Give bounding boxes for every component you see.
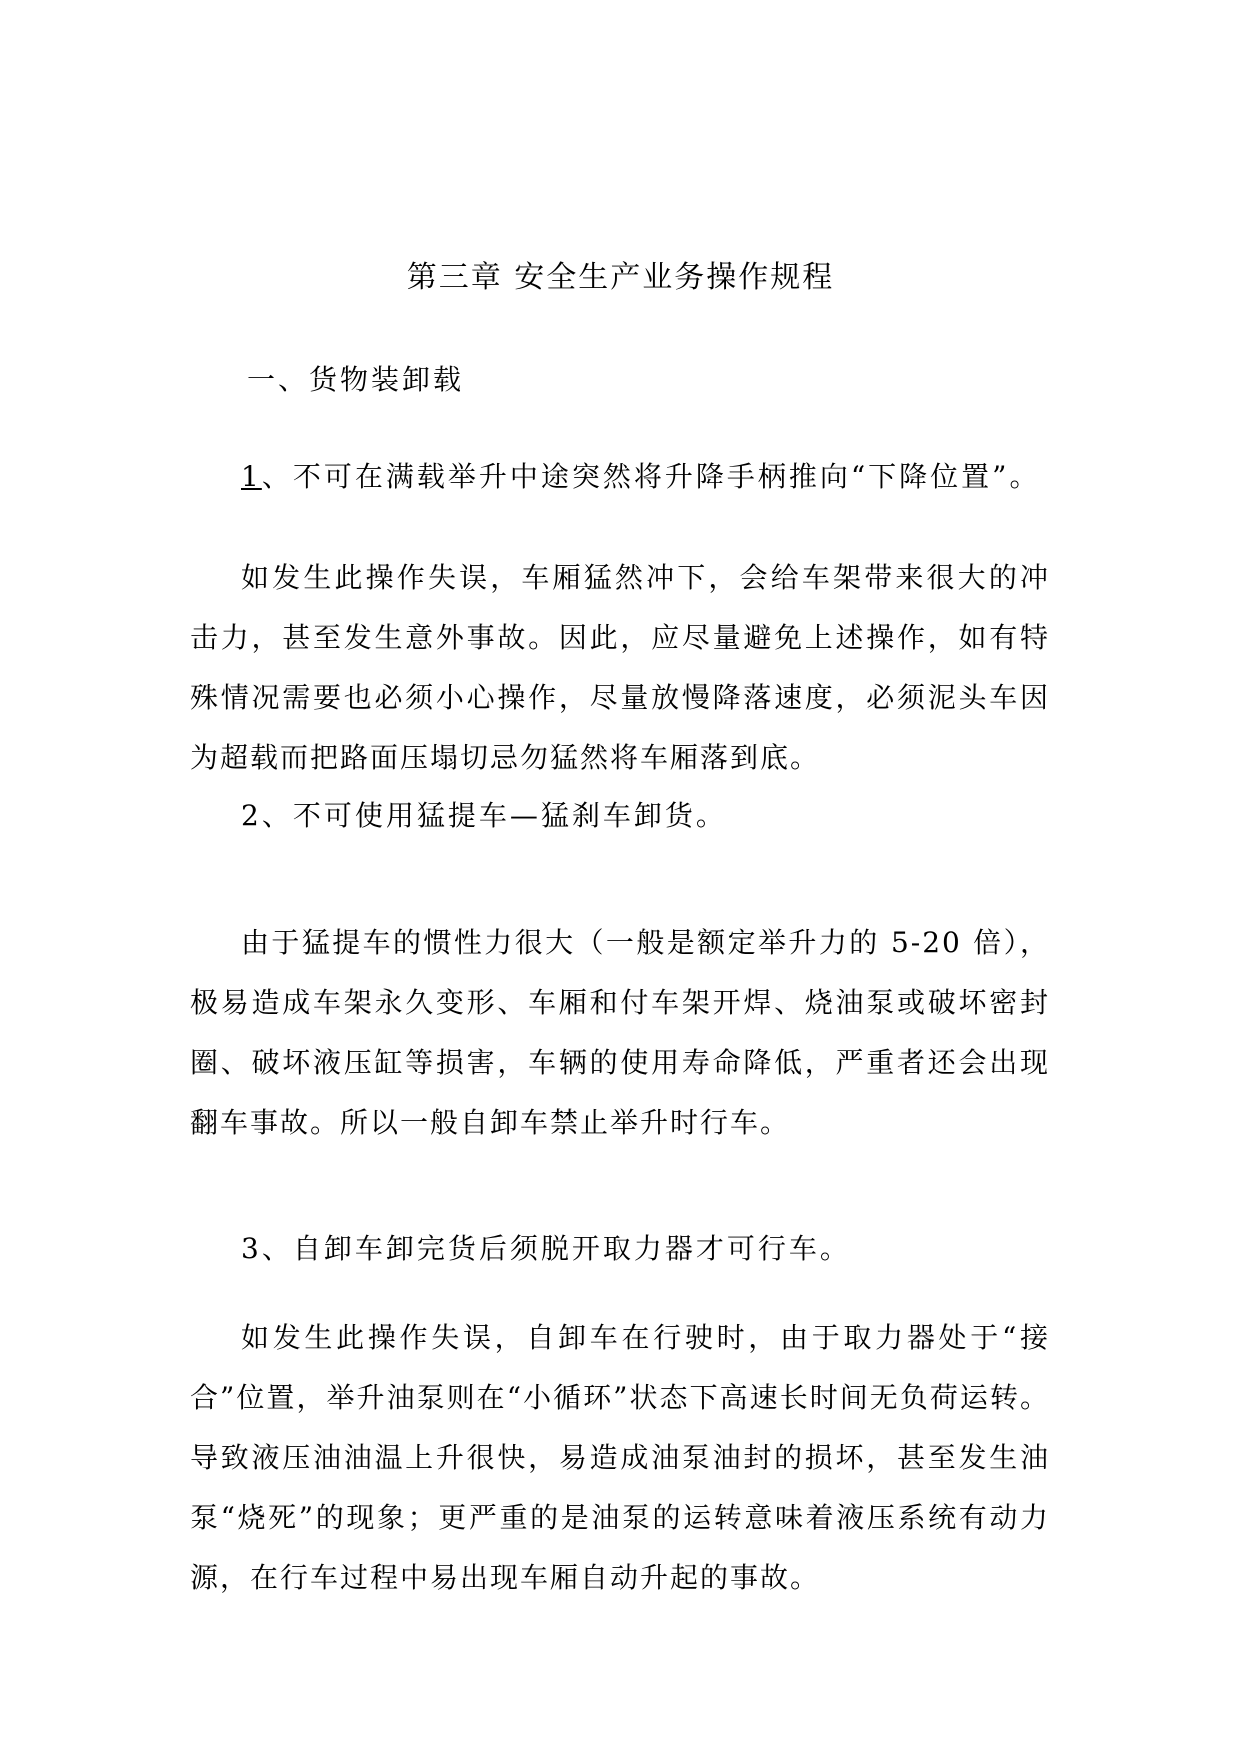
item-3-paragraph: 如发生此操作失误，自卸车在行驶时，由于取力器处于“接合”位置，举升油泵则在“小循环”状态下高速长时间无负荷运转。导致液压油油温上升很快，易造成油泵油封的损坏，甚至发生油泵“烧死”的现象；更严重的是油泵的运转意味着液压系统有动力源，在行车过程中易出现车厢自动升起的事故。 [190,1321,1050,1594]
item-3-heading-text: 、自卸车卸完货后须脱开取力器才可行车。 [261,1232,851,1265]
section-heading: 一、货物装卸载 [247,363,465,396]
item-1-number: 1 [241,460,262,493]
chapter-title: 第三章 安全生产业务操作规程 [406,260,835,295]
item-3-number: 3 [241,1232,262,1265]
item-2-heading [241,796,727,836]
item-1-paragraph: 如发生此操作失误，车厢猛然冲下，会给车架带来很大的冲击力，甚至发生意外事故。因此，应尽量避免上述操作，如有特殊情况需要也必须小心操作，尽量放慢降落速度，必须泥头车因为超载而把路面压塌切忌勿猛然将车厢落到底。 [190,561,1050,774]
item-2-number: 2 [241,799,262,832]
item-1-heading [241,457,1040,497]
item-2-heading-text: 、不可使用猛提车—猛刹车卸货。 [261,799,727,832]
item-3-heading [241,1229,851,1269]
item-1-heading-text: 、不可在满载举升中途突然将升降手柄推向“下降位置”。 [261,460,1041,493]
item-2-paragraph: 由于猛提车的惯性力很大（一般是额定举升力的 5-20 倍），极易造成车架永久变形、车厢和付车架开焊、烧油泵或破坏密封圈、破坏液压缸等损害，车辆的使用寿命降低，严重者还会出现翻车事故。所以一般自卸车禁止举升时行车。 [190,926,1050,1139]
